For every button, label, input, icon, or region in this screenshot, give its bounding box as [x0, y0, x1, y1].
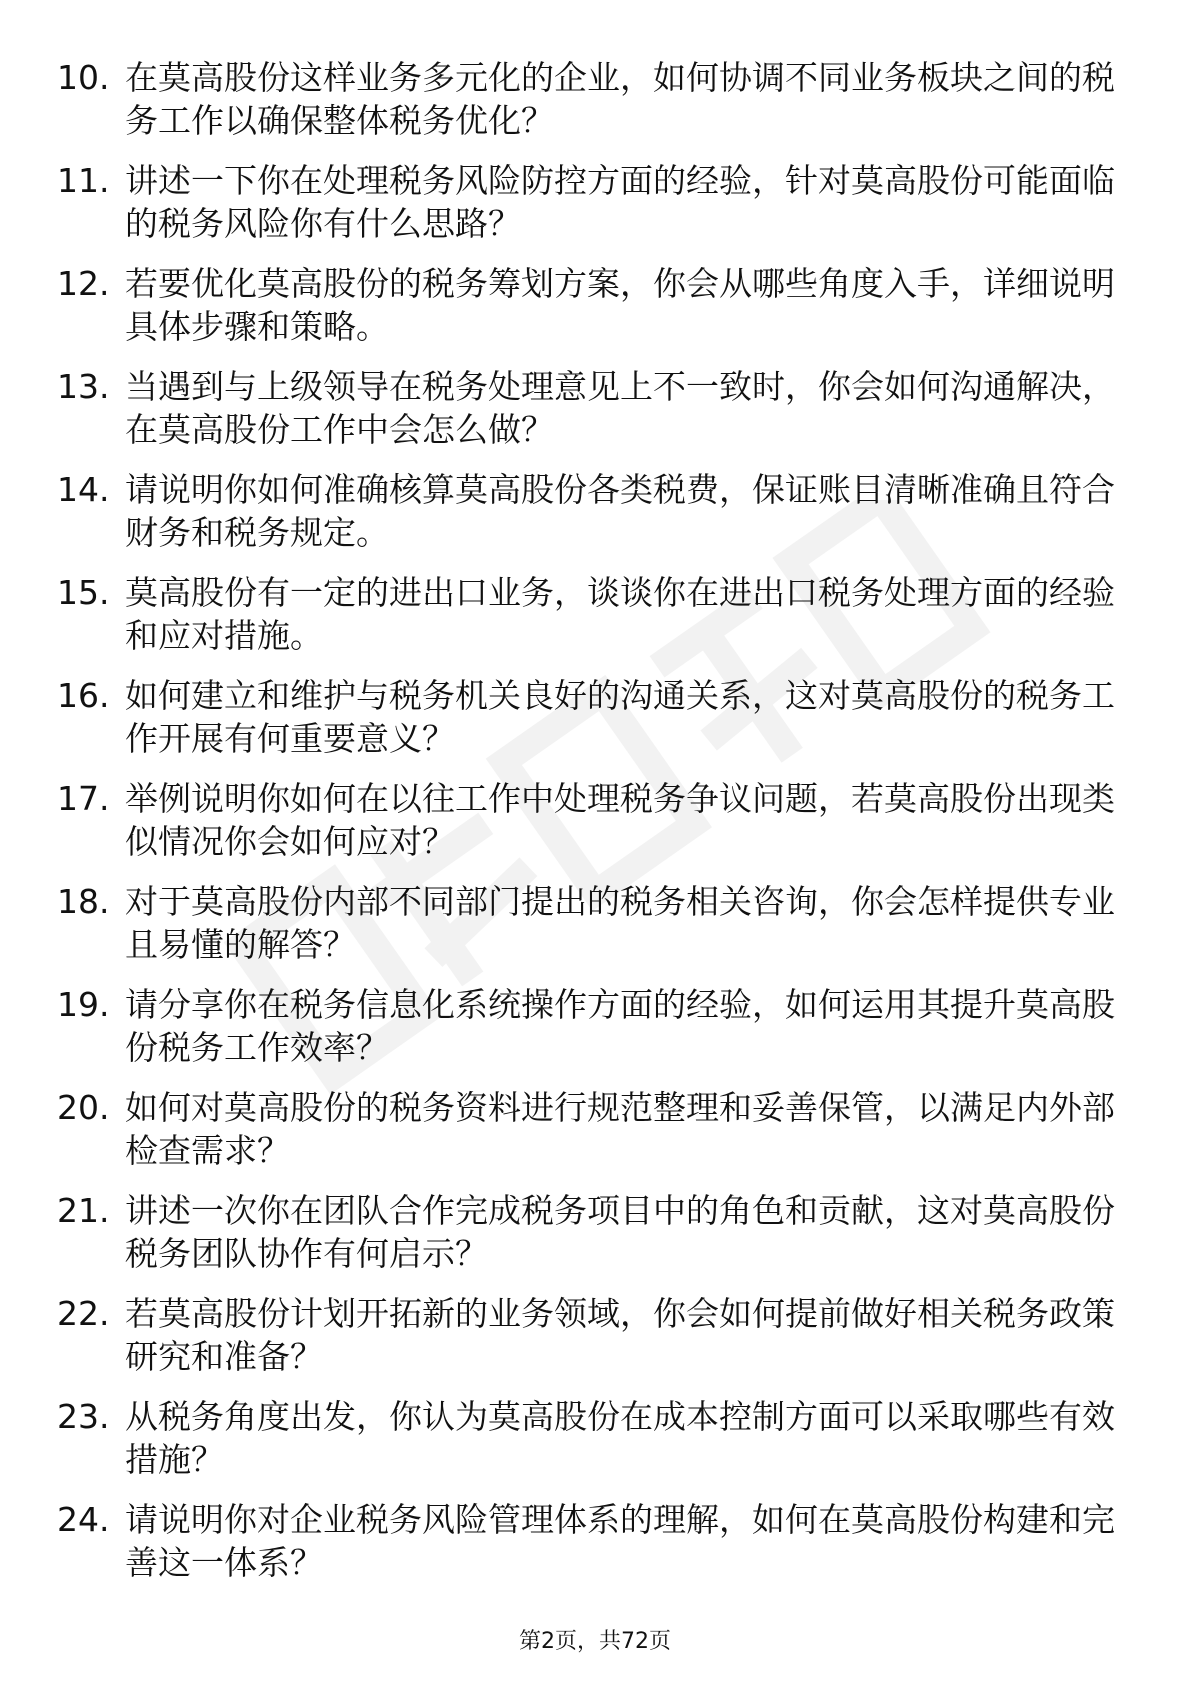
question-item	[57, 666, 1132, 769]
question-text: 讲述一次你在团队合作完成税务项目中的角色和贡献，这对莫高股份税务团队协作有何启示？	[125, 1191, 1115, 1273]
question-number: 21.	[57, 1191, 110, 1230]
question-item	[57, 563, 1132, 666]
question-text: 当遇到与上级领导在税务处理意见上不一致时，你会如何沟通解决，在莫高股份工作中会怎么做？	[125, 367, 1115, 449]
question-number: 15.	[57, 573, 110, 612]
question-item	[57, 48, 1132, 151]
question-number: 23.	[57, 1397, 110, 1436]
question-number: 16.	[57, 676, 110, 715]
question-item	[57, 1284, 1132, 1387]
question-item	[57, 357, 1132, 460]
question-text: 请说明你对企业税务风险管理体系的理解，如何在莫高股份构建和完善这一体系？	[125, 1500, 1115, 1582]
question-text: 举例说明你如何在以往工作中处理税务争议问题，若莫高股份出现类似情况你会如何应对？	[125, 779, 1115, 861]
question-number: 18.	[57, 882, 110, 921]
question-item	[57, 1490, 1132, 1593]
question-text: 如何对莫高股份的税务资料进行规范整理和妥善保管，以满足内外部检查需求？	[125, 1088, 1115, 1170]
question-number: 20.	[57, 1088, 110, 1127]
question-item	[57, 1181, 1132, 1284]
page-footer: 第2页，共72页	[519, 1629, 671, 1654]
question-number: 24.	[57, 1500, 110, 1539]
question-item	[57, 1387, 1132, 1490]
question-number: 10.	[57, 58, 110, 97]
question-number: 13.	[57, 367, 110, 406]
question-item	[57, 769, 1132, 872]
question-text: 对于莫高股份内部不同部门提出的税务相关咨询，你会怎样提供专业且易懂的解答？	[125, 882, 1115, 964]
question-item	[57, 254, 1132, 357]
question-number: 17.	[57, 779, 110, 818]
question-item	[57, 975, 1132, 1078]
question-number: 19.	[57, 985, 110, 1024]
question-item	[57, 151, 1132, 254]
question-item	[57, 460, 1132, 563]
question-text: 如何建立和维护与税务机关良好的沟通关系，这对莫高股份的税务工作开展有何重要意义？	[125, 676, 1115, 758]
question-number: 14.	[57, 470, 110, 509]
question-list	[57, 48, 1132, 1593]
question-number: 11.	[57, 161, 110, 200]
question-text: 请分享你在税务信息化系统操作方面的经验，如何运用其提升莫高股份税务工作效率？	[125, 985, 1115, 1067]
question-number: 22.	[57, 1294, 110, 1333]
question-item	[57, 872, 1132, 975]
question-item	[57, 1078, 1132, 1181]
question-text: 若要优化莫高股份的税务筹划方案，你会从哪些角度入手，详细说明具体步骤和策略。	[125, 264, 1115, 346]
question-text: 若莫高股份计划开拓新的业务领域，你会如何提前做好相关税务政策研究和准备？	[125, 1294, 1115, 1376]
question-text: 在莫高股份这样业务多元化的企业，如何协调不同业务板块之间的税务工作以确保整体税务优化？	[125, 58, 1115, 140]
question-text: 请说明你如何准确核算莫高股份各类税费，保证账目清晰准确且符合财务和税务规定。	[125, 470, 1115, 552]
question-text: 从税务角度出发，你认为莫高股份在成本控制方面可以采取哪些有效措施？	[125, 1397, 1115, 1479]
question-number: 12.	[57, 264, 110, 303]
question-text: 讲述一下你在处理税务风险防控方面的经验，针对莫高股份可能面临的税务风险你有什么思路？	[125, 161, 1115, 243]
question-text: 莫高股份有一定的进出口业务，谈谈你在进出口税务处理方面的经验和应对措施。	[125, 573, 1115, 655]
